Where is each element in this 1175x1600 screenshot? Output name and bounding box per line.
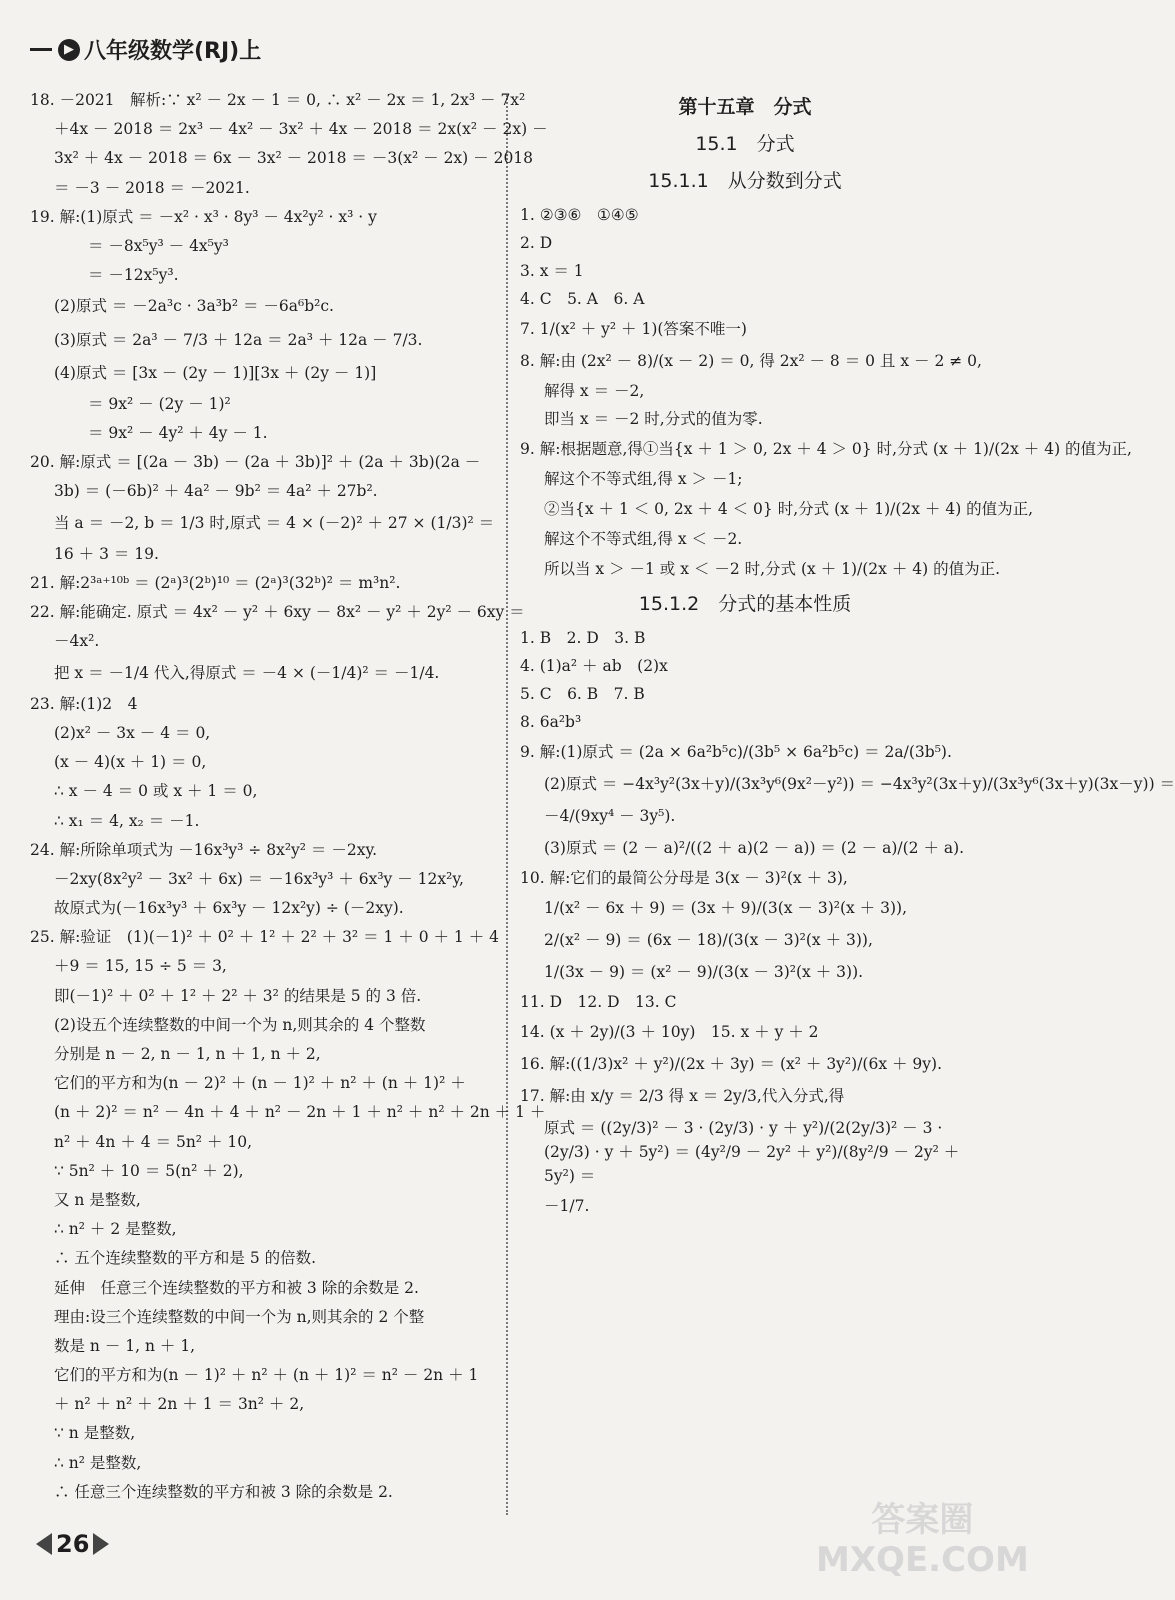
text-line: 10. 解:它们的最简公分母是 3(x － 3)²(x ＋ 3),: [520, 869, 848, 887]
right-arrow-icon: [93, 1533, 109, 1555]
page-header: [30, 34, 261, 65]
text-line: 22. 解:能确定. 原式 ＝ 4x² － y² ＋ 6xy － 8x² － y² ＋ 2y² － 6xy ＝: [30, 603, 525, 622]
text-line: 原式 ＝ ((2y/3)² － 3 · (2y/3) · y ＋ y²)/(2(2y/3)² － 3 · (2y/3) · y ＋ 5y²) ＝ (4y²/9 － 2y² ＋ y²)/(8y²/9 － 2y² ＋ 5y²) ＝: [544, 1119, 960, 1185]
text-line: 16. 解:((1/3)x² ＋ y²)/(2x ＋ 3y) ＝ (x² ＋ 3y²)/(6x ＋ 9y).: [520, 1055, 943, 1073]
text-line: 它们的平方和为(n － 2)² ＋ (n － 1)² ＋ n² ＋ (n ＋ 1)² ＋: [54, 1074, 466, 1093]
header-title: 八年级数学(RJ)上: [84, 39, 262, 64]
chapter-title: 第十五章 分式: [678, 96, 812, 118]
text-line: (3)原式 ＝ (2 － a)²/((2 ＋ a)(2 － a)) ＝ (2 － a)/(2 ＋ a).: [544, 839, 965, 857]
text-line: 分别是 n － 2, n － 1, n ＋ 1, n ＋ 2,: [54, 1045, 321, 1063]
text-line: 解得 x ＝ －2,: [544, 382, 645, 400]
text-line: 把 x ＝ －1/4 代入,得原式 ＝ －4 × (－1/4)² ＝ －1/4.: [54, 663, 440, 682]
text-line: －2xy(8x²y² － 3x² ＋ 6x) ＝ －16x³y³ ＋ 6x³y － 12x²y,: [54, 869, 464, 888]
text-line: 24. 解:所除单项式为 －16x³y³ ÷ 8x²y² ＝ －2xy.: [30, 840, 378, 859]
text-line: 20. 解:原式 ＝ [(2a － 3b) － (2a ＋ 3b)]² ＋ (2a ＋ 3b)(2a －: [30, 453, 481, 472]
text-line: ②当{x ＋ 1 ＜ 0, 2x ＋ 4 ＜ 0} 时,分式 (x ＋ 1)/(2x ＋ 4) 的值为正,: [544, 500, 1034, 518]
text-line: 16 ＋ 3 ＝ 19.: [54, 544, 159, 563]
text-line: 3b) ＝ (－6b)² ＋ 4a² － 9b² ＝ 4a² ＋ 27b².: [54, 482, 378, 501]
text-line: ＝ －12x⁵y³.: [88, 266, 179, 285]
header-dash: [30, 48, 52, 51]
play-icon: ▶: [58, 39, 80, 61]
text-line: ∴ 五个连续整数的平方和是 5 的倍数.: [54, 1249, 317, 1268]
text-line: ＝ 9x² － 4y² ＋ 4y － 1.: [88, 424, 268, 443]
text-line: 1/(3x － 9) ＝ (x² － 9)/(3(x － 3)²(x ＋ 3)).: [544, 963, 864, 981]
text-line: －1/7.: [544, 1197, 590, 1215]
text-line: (2)设五个连续整数的中间一个为 n,则其余的 4 个整数: [54, 1015, 426, 1034]
text-line: 又 n 是整数,: [54, 1190, 141, 1209]
text-line: 故原式为(－16x³y³ ＋ 6x³y － 12x²y) ÷ (－2xy).: [54, 899, 404, 918]
left-arrow-icon: [36, 1533, 52, 1555]
text-line: (3)原式 ＝ 2a³ － 7/3 ＋ 12a ＝ 2a³ ＋ 12a － 7/3.: [54, 330, 423, 349]
text-line: 9. 解:(1)原式 ＝ (2a × 6a²b⁵c)/(3b⁵ × 6a²b⁵c) ＝ 2a/(3b⁵).: [520, 743, 952, 761]
subsection-title-2: 15.1.2 分式的基本性质: [638, 593, 852, 615]
text-line: 8. 6a²b³: [520, 713, 582, 731]
text-line: ＝ －8x⁵y³ － 4x⁵y³: [88, 236, 229, 255]
text-line: 当 a ＝ －2, b ＝ 1/3 时,原式 ＝ 4 × (－2)² ＋ 27 × (1/3)² ＝: [54, 513, 495, 532]
text-line: 数是 n － 1, n ＋ 1,: [54, 1336, 196, 1355]
text-line: 2. D: [520, 234, 553, 252]
text-line: ＝ －3 － 2018 ＝ －2021.: [54, 178, 250, 197]
text-line: (2)原式 ＝ −4x³y²(3x＋y)/(3x³y⁶(9x²－y²)) ＝ −4x³y²(3x＋y)/(3x³y⁶(3x＋y)(3x－y)) ＝: [544, 775, 1175, 793]
subsection-title-1: 15.1.1 从分数到分式: [648, 170, 842, 192]
text-line: 解这个不等式组,得 x ＜ －2.: [544, 530, 743, 548]
text-line: ∴ 任意三个连续整数的平方和被 3 除的余数是 2.: [54, 1482, 393, 1501]
text-line: 1. ②③⑥ ①④⑤: [520, 206, 639, 224]
text-line: 它们的平方和为(n － 1)² ＋ n² ＋ (n ＋ 1)² ＝ n² － 2n ＋ 1: [54, 1366, 479, 1385]
page-number: 26: [56, 1530, 90, 1558]
text-line: 延伸 任意三个连续整数的平方和被 3 除的余数是 2.: [54, 1278, 419, 1297]
text-line: 即当 x ＝ －2 时,分式的值为零.: [544, 410, 763, 428]
text-line: (x － 4)(x ＋ 1) ＝ 0,: [54, 753, 207, 772]
text-line: 2/(x² － 9) ＝ (6x － 18)/(3(x － 3)²(x ＋ 3)),: [544, 931, 873, 949]
text-line: 即(－1)² ＋ 0² ＋ 1² ＋ 2² ＋ 3² 的结果是 5 的 3 倍.: [54, 986, 422, 1005]
text-line: 14. (x ＋ 2y)/(3 ＋ 10y) 15. x ＋ y ＋ 2: [520, 1023, 819, 1041]
text-line: ∴ x₁ ＝ 4, x₂ ＝ －1.: [54, 811, 200, 830]
text-line: (2)原式 ＝ －2a³c · 3a³b² ＝ －6a⁶b²c.: [54, 297, 334, 316]
text-line: 1. B 2. D 3. B: [520, 629, 646, 647]
text-line: 8. 解:由 (2x² － 8)/(x － 2) ＝ 0, 得 2x² － 8 ＝ 0 且 x － 2 ≠ 0,: [520, 352, 982, 370]
text-line: 5. C 6. B 7. B: [520, 685, 645, 703]
text-line: －4x².: [54, 632, 100, 651]
text-line: 解这个不等式组,得 x ＞ －1;: [544, 470, 743, 488]
text-line: 9. 解:根据题意,得①当{x ＋ 1 ＞ 0, 2x ＋ 4 ＞ 0} 时,分式 (x ＋ 1)/(2x ＋ 4) 的值为正,: [520, 440, 1132, 458]
text-line: 18. －2021 解析:∵ x² － 2x － 1 ＝ 0, ∴ x² － 2x ＝ 1, 2x³ － 7x²: [30, 91, 526, 109]
right-column: [520, 90, 1175, 1224]
text-line: n² ＋ 4n ＋ 4 ＝ 5n² ＋ 10,: [54, 1132, 253, 1151]
text-line: 3. x ＝ 1: [520, 262, 584, 280]
text-line: 11. D 12. D 13. C: [520, 993, 677, 1011]
text-line: 4. C 5. A 6. A: [520, 290, 645, 308]
text-line: ∴ n² ＋ 2 是整数,: [54, 1220, 177, 1239]
text-line: 所以当 x ＞ －1 或 x ＜ －2 时,分式 (x ＋ 1)/(2x ＋ 4) 的值为正.: [544, 560, 1001, 578]
text-line: 23. 解:(1)2 4: [30, 694, 138, 713]
text-line: 7. 1/(x² ＋ y² ＋ 1)(答案不唯一): [520, 320, 747, 338]
text-line: ∴ x － 4 ＝ 0 或 x ＋ 1 ＝ 0,: [54, 782, 258, 801]
text-line: ＋4x － 2018 ＝ 2x³ － 4x² － 3x² ＋ 4x － 2018 ＝ 2x(x² － 2x) －: [54, 120, 548, 139]
text-line: (n ＋ 2)² ＝ n² － 4n ＋ 4 ＋ n² － 2n ＋ 1 ＋ n² ＋ n² ＋ 2n ＋ 1 ＋: [54, 1103, 546, 1122]
text-line: ∵ n 是整数,: [54, 1424, 136, 1443]
text-line: (4)原式 ＝ [3x － (2y － 1)][3x ＋ (2y － 1)]: [54, 363, 377, 382]
text-line: 25. 解:验证 (1)(－1)² ＋ 0² ＋ 1² ＋ 2² ＋ 3² ＝ 1 ＋ 0 ＋ 1 ＋ 4: [30, 928, 500, 947]
text-line: 21. 解:2³ᵃ⁺¹⁰ᵇ ＝ (2ᵃ)³(2ᵇ)¹⁰ ＝ (2ᵃ)³(32ᵇ)² ＝ m³n².: [30, 574, 401, 592]
text-line: 4. (1)a² ＋ ab (2)x: [520, 657, 668, 675]
text-line: 1/(x² － 6x ＋ 9) ＝ (3x ＋ 9)/(3(x － 3)²(x ＋ 3)),: [544, 899, 907, 917]
column-divider: [506, 95, 508, 1515]
text-line: 19. 解:(1)原式 ＝ －x² · x³ · 8y³ － 4x²y² · x³ · y: [30, 207, 377, 226]
watermark-logo-icon: 答案圈 MXQE.COM: [816, 1500, 1029, 1580]
text-line: 17. 解:由 x/y ＝ 2/3 得 x ＝ 2y/3,代入分式,得: [520, 1087, 845, 1105]
text-line: ＋ n² ＋ n² ＋ 2n ＋ 1 ＝ 3n² ＋ 2,: [54, 1395, 305, 1414]
text-line: ＋9 ＝ 15, 15 ÷ 5 ＝ 3,: [54, 957, 227, 976]
text-line: 理由:设三个连续整数的中间一个为 n,则其余的 2 个整: [54, 1307, 425, 1326]
text-line: ∴ n² 是整数,: [54, 1453, 142, 1472]
text-line: (2)x² － 3x － 4 ＝ 0,: [54, 723, 211, 742]
text-line: ＝ 9x² － (2y － 1)²: [88, 394, 231, 413]
text-line: 3x² ＋ 4x － 2018 ＝ 6x － 3x² － 2018 ＝ －3(x² － 2x) － 2018: [54, 149, 534, 168]
text-line: －4/(9xy⁴ － 3y⁵).: [544, 807, 676, 825]
text-line: ∵ 5n² ＋ 10 ＝ 5(n² ＋ 2),: [54, 1161, 244, 1180]
page-footer: [36, 1530, 109, 1558]
section-title: 15.1 分式: [695, 133, 795, 155]
